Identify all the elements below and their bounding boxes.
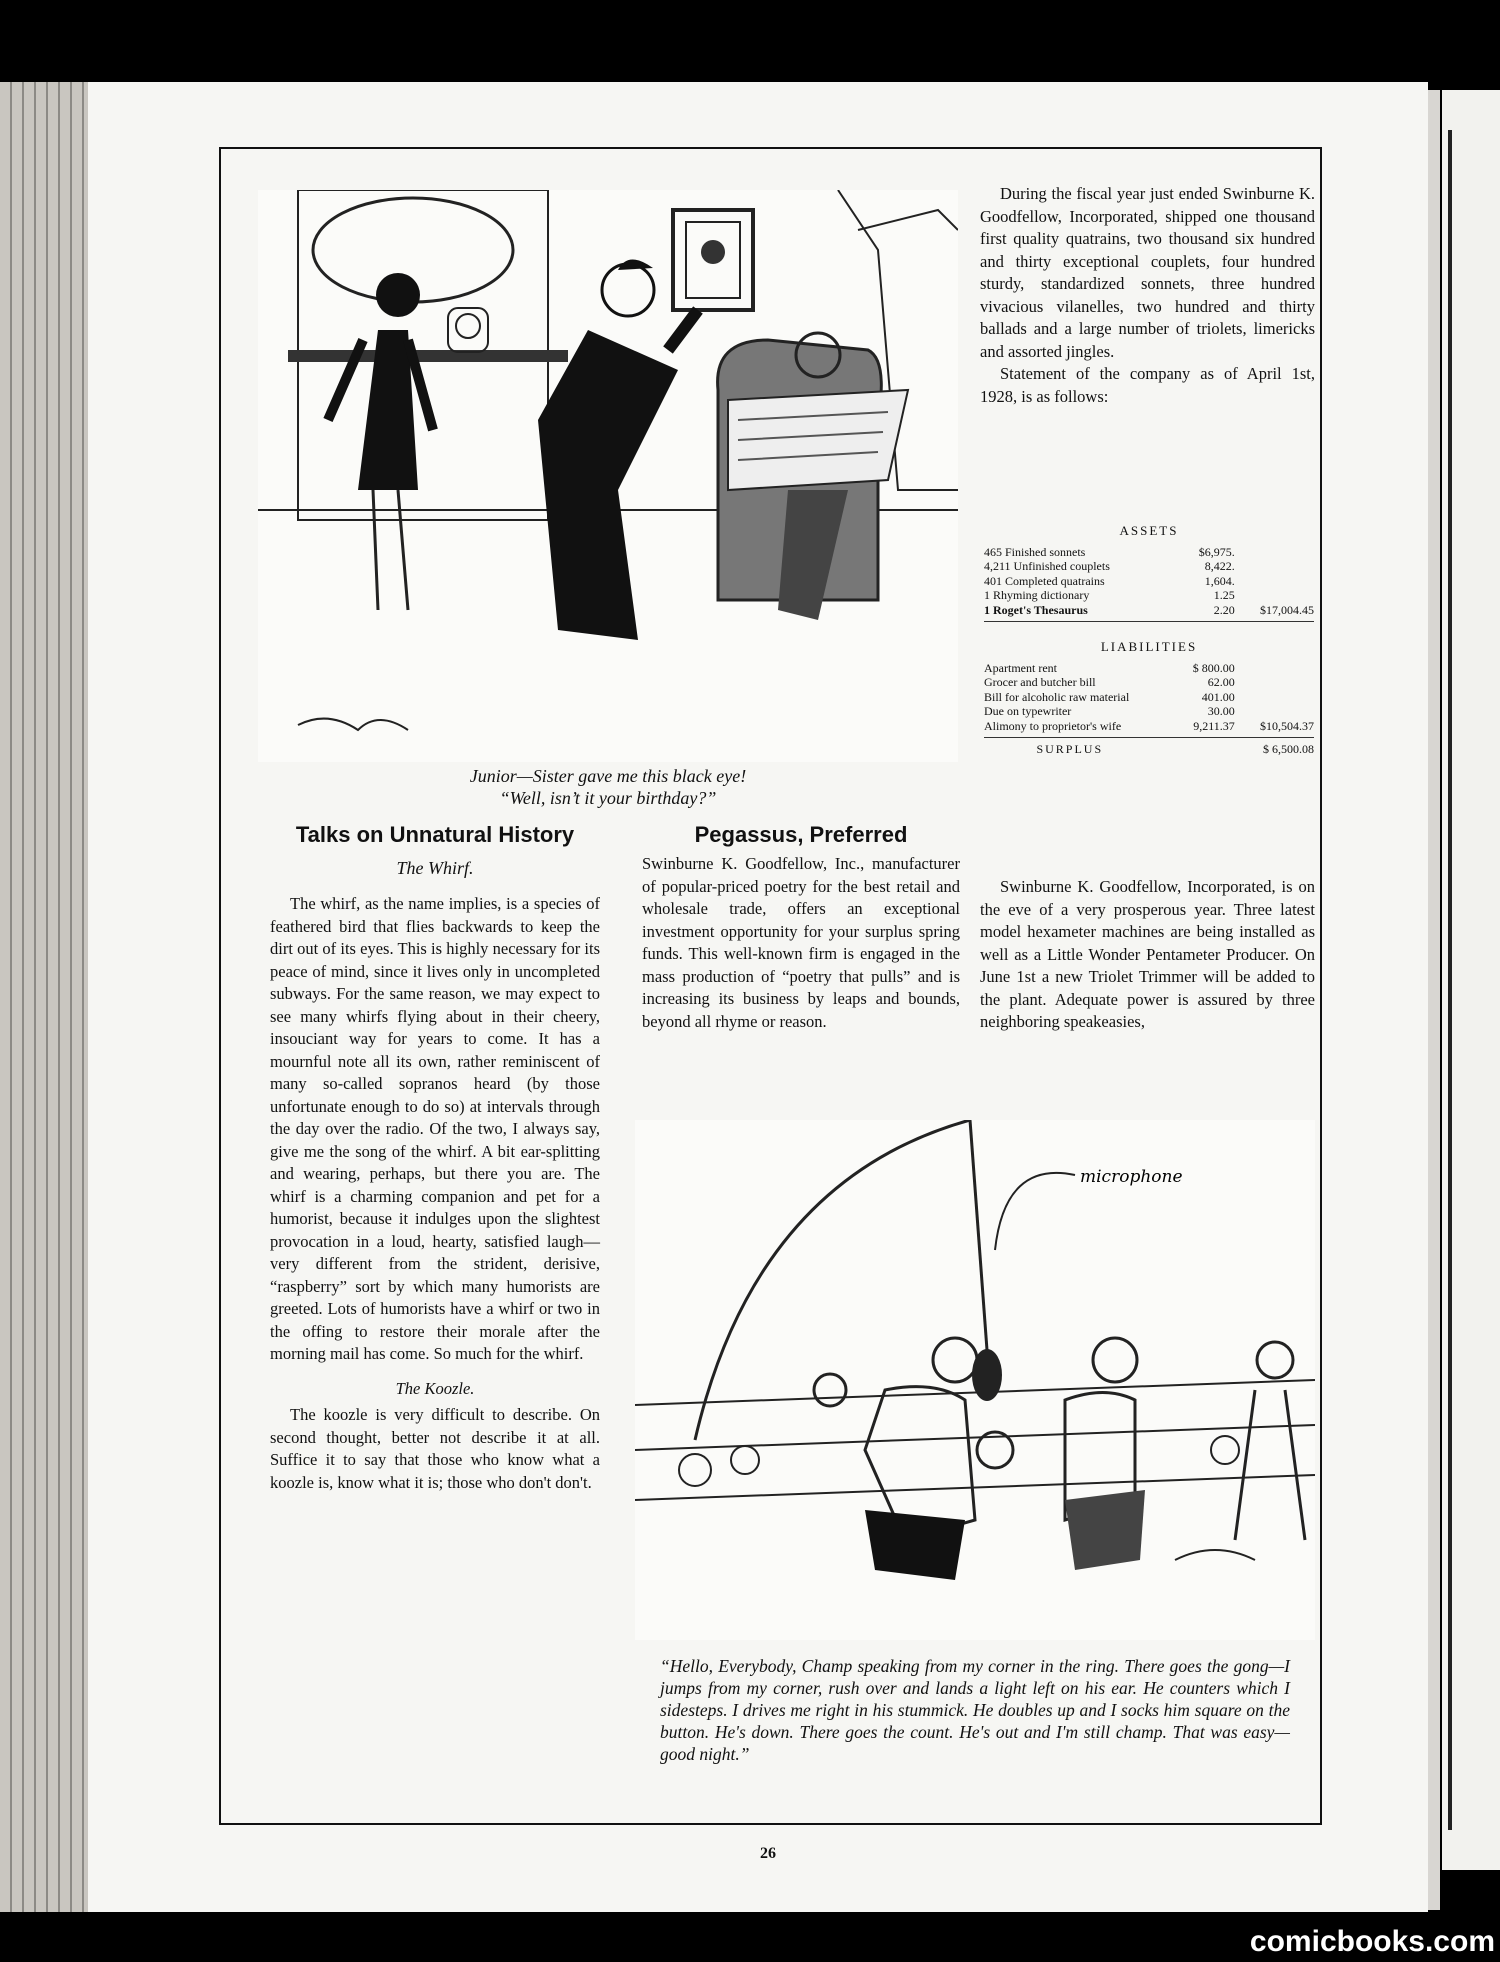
talks-heading: Talks on Unnatural History <box>295 822 575 847</box>
ledger-row: 1 Rhyming dictionary 1.25 <box>984 588 1235 602</box>
next-page-edge <box>1442 90 1500 1870</box>
page-number: 26 <box>760 1845 776 1862</box>
surplus-row: SURPLUS $ 6,500.08 <box>1036 742 1314 756</box>
microphone-label: microphone <box>1080 1167 1183 1187</box>
talks-column <box>270 893 600 1494</box>
whirf-subheading: The Whirf. <box>396 858 474 878</box>
boxing-cartoon-drawing <box>635 1120 1315 1640</box>
fiscal-year-paragraph: During the fiscal year just ended Swinburne K. Goodfellow, Incorporated, shipped one thousand first quality quatrains, two thousand six hundred and thirty exceptional couplets, four hundred sturdy, standardized sonnets, three hundred vivacious vilanelles, two hundred and thirty ballads and a large number of triolets, limericks and assorted jingles. <box>980 184 1315 361</box>
statement-paragraph: Statement of the company as of April 1st, 1928, is as follows: <box>980 364 1315 406</box>
caption-line-2: “Well, isn’t it your birthday?” <box>499 788 717 808</box>
top-cartoon-caption <box>258 765 958 809</box>
assets-heading: ASSETS <box>1119 523 1179 538</box>
right-column-top <box>980 183 1315 408</box>
assets-total: $17,004.45 <box>1259 602 1314 617</box>
ledger-row: Bill for alcoholic raw material 401.00 <box>984 689 1235 704</box>
liabilities-total: $10,504.37 <box>1259 718 1314 733</box>
boxing-cartoon-caption: “Hello, Everybody, Champ speaking from my corner in the ring. There goes the gong—I jumps from my corner, rush over and lands a light left on his ear. He counters which I sidesteps. I drives me right in his stummick. He doubles up and I socks him square on the button. He's down. There goes the count. He's out and I'm still champ. That was easy—good night.” <box>660 1656 1290 1764</box>
ledger-row: Alimony to proprietor's wife 9,211.37 $10,504.37 <box>984 718 1314 733</box>
koozle-subheading: The Koozle. <box>395 1378 475 1398</box>
pegassus-heading: Pegassus, Preferred <box>694 822 908 847</box>
liabilities-heading: LIABILITIES <box>1100 639 1198 654</box>
ledger-row: 401 Completed quatrains 1,604. <box>984 573 1235 588</box>
family-cartoon-drawing <box>258 190 958 762</box>
book-page-edges <box>0 82 92 1912</box>
pegassus-paragraph: Swinburne K. Goodfellow, Inc., manufacturer of popular-priced poetry for the best retail and wholesale trade, offers an exceptional investment opportunity for your surplus spring funds. This well-known firm is engaged in the mass production of “poetry that pulls” and is increasing its business by leaps and bounds, beyond all rhyme or reason. <box>642 854 960 1031</box>
koozle-paragraph: The koozle is very difficult to describe. On second thought, better not describe it at all. Suffice it to say that those who know what a koozle is, know what it is; those who don't don't. <box>270 1405 600 1492</box>
family-cartoon-illustration <box>258 190 958 762</box>
ledger-row: Grocer and butcher bill 62.00 <box>984 675 1235 689</box>
pegassus-column <box>642 853 960 1033</box>
ledger-row: Due on typewriter 30.00 <box>984 704 1235 718</box>
prosperous-year-paragraph: Swinburne K. Goodfellow, Incorporated, is on the eve of a very prosperous year. Three latest model hexameter machines are being installed as well as a Little Wonder Pentameter Producer. On June 1st a new Triolet Trimmer will be added to the plant. Adequate power is assured by three neighboring speakeasies, <box>980 877 1315 1031</box>
whirf-paragraph: The whirf, as the name implies, is a species of feathered bird that flies backwards to keep the dirt out of its eyes. This is highly necessary for its peace of mind, since it lives only in uncompleted subways. For the same reason, we may expect to see many whirfs flying about in their cheery, insouciant way for years to come. It has a mournful note all its own, rather reminiscent of many so-called sopranos heard (by those unfortunate enough to do so) at intervals through the day over the radio. Of the two, I always say, give me the song of the whirf. A bit ear-splitting and wearing, perhaps, but there you are. The whirf is a charming companion and pet for a humorist, because it indulges upon the slightest provocation in a loud, hearty, satisfied laugh—very different from the strident, derisive, “raspberry” sort by which many humorists are greeted. Lots of humorists have a whirf or two in the offing to restore their morale after the morning mail has come. So much for the whirf. <box>270 894 600 1363</box>
caption-line-1: Junior—Sister gave me this black eye! <box>469 766 747 786</box>
book-right-edge <box>1428 90 1440 1910</box>
right-column-bottom <box>980 876 1315 1034</box>
watermark: comicbooks.com <box>1249 1925 1495 1958</box>
surplus-amount: $ 6,500.08 <box>1262 742 1314 756</box>
ledger-row: 465 Finished sonnets $6,975. <box>984 544 1235 559</box>
ledger-row: Apartment rent $ 800.00 <box>984 660 1235 675</box>
balance-sheet <box>984 520 1314 757</box>
ledger-row: 1 Roget's Thesaurus 2.20 $17,004.45 <box>984 602 1314 617</box>
ledger-row: 4,211 Unfinished couplets 8,422. <box>984 559 1235 573</box>
boxing-cartoon-illustration <box>635 1120 1315 1640</box>
